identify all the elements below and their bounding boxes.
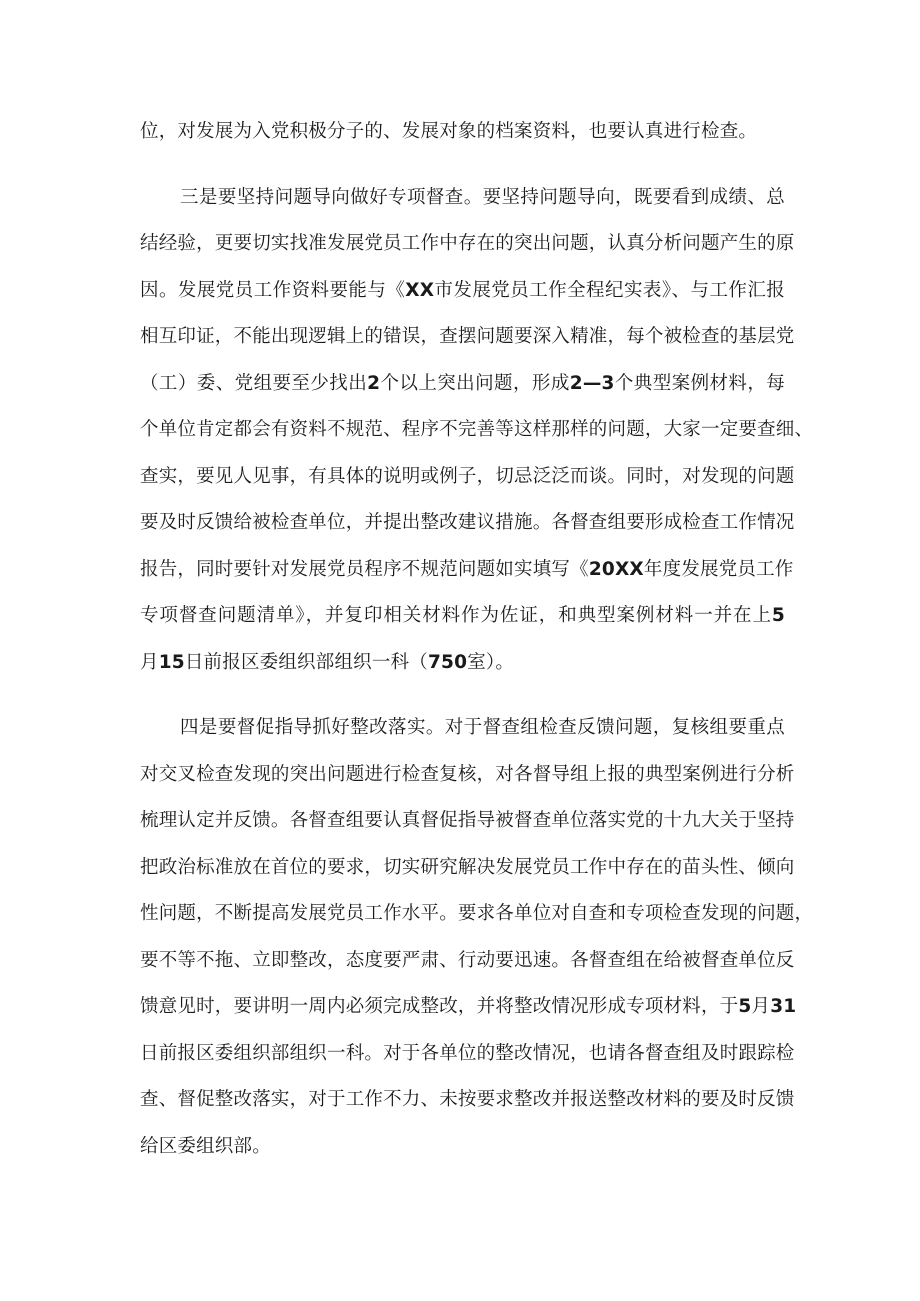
paragraph-line: 报告，同时要针对发展党员程序不规范问题如实填写《20XX年度发展党员工作	[140, 558, 794, 580]
paragraph-line: 把政治标准放在首位的要求，切实研究解决发展党员工作中存在的苗头性、倾向	[140, 856, 795, 878]
paragraph-line: 专项督查问题清单》，并复印相关材料作为佐证，和典型案例材料一并在上5	[140, 605, 785, 626]
paragraph-line: 结经验，更要切实找准发展党员工作中存在的突出问题，认真分析问题产生的原	[140, 233, 795, 254]
document-page	[140, 109, 814, 1170]
paragraph-line: 相互印证，不能出现逻辑上的错误，查摆问题要深入精准，每个被检查的基层党	[140, 326, 795, 347]
paragraph-line: 因。发展党员工作资料要能与《XX市发展党员工作全程纪实表》、与工作汇报	[140, 279, 785, 301]
paragraph-line: 查、督促整改落实，对于工作不力、未按要求整改并报送整改材料的要及时反馈	[140, 1089, 795, 1110]
paragraph-line: 对交叉检查发现的突出问题进行检查复核，对各督导组上报的典型案例进行分析	[140, 763, 795, 785]
paragraph-gap	[140, 686, 785, 705]
paragraph-line: 梳理认定并反馈。各督查组要认真督促指导被督查单位落实党的十九大关于坚持	[140, 810, 795, 831]
paragraph-line: 日前报区委组织部组织一科。对于各单位的整改情况，也请各督查组及时跟踪检	[140, 1042, 795, 1064]
paragraph-line: （工）委、党组要至少找出2个以上突出问题，形成2—3个典型案例材料，每	[140, 372, 785, 394]
paragraph-line: 查实，要见人见事，有具体的说明或例子，切忌泛泛而谈。同时，对发现的问题	[140, 465, 795, 487]
paragraph-line: 四是要督促指导抓好整改落实。对于督查组检查反馈问题，复核组要重点	[180, 717, 785, 738]
paragraph-gap	[140, 156, 785, 175]
paragraph-line: 馈意见时，要讲明一周内必须完成整改，并将整改情况形成专项材料，于5月31	[140, 996, 797, 1017]
paragraph-line: 给区委组织部。	[140, 1135, 271, 1157]
paragraph-line: 要及时反馈给被检查单位，并提出整改建议措施。各督查组要形成检查工作情况	[140, 512, 795, 533]
paragraph-line: 要不等不拖、立即整改，态度要严肃、行动要迅速。各督查组在给被督查单位反	[140, 949, 795, 971]
paragraph-line: 位，对发展为入党积极分子的、发展对象的档案资料，也要认真进行检查。	[140, 121, 758, 142]
paragraph-line: 三是要坚持问题导向做好专项督查。要坚持问题导向，既要看到成绩、总	[180, 186, 785, 208]
paragraph-line: 性问题，不断提高发展党员工作水平。要求各单位对自查和专项检查发现的问题，	[140, 903, 814, 924]
paragraph-line: 月15日前报区委组织部组织一科（750室）。	[140, 651, 515, 673]
paragraph-line: 个单位肯定都会有资料不规范、程序不完善等这样那样的问题，大家一定要查细、	[140, 419, 814, 440]
